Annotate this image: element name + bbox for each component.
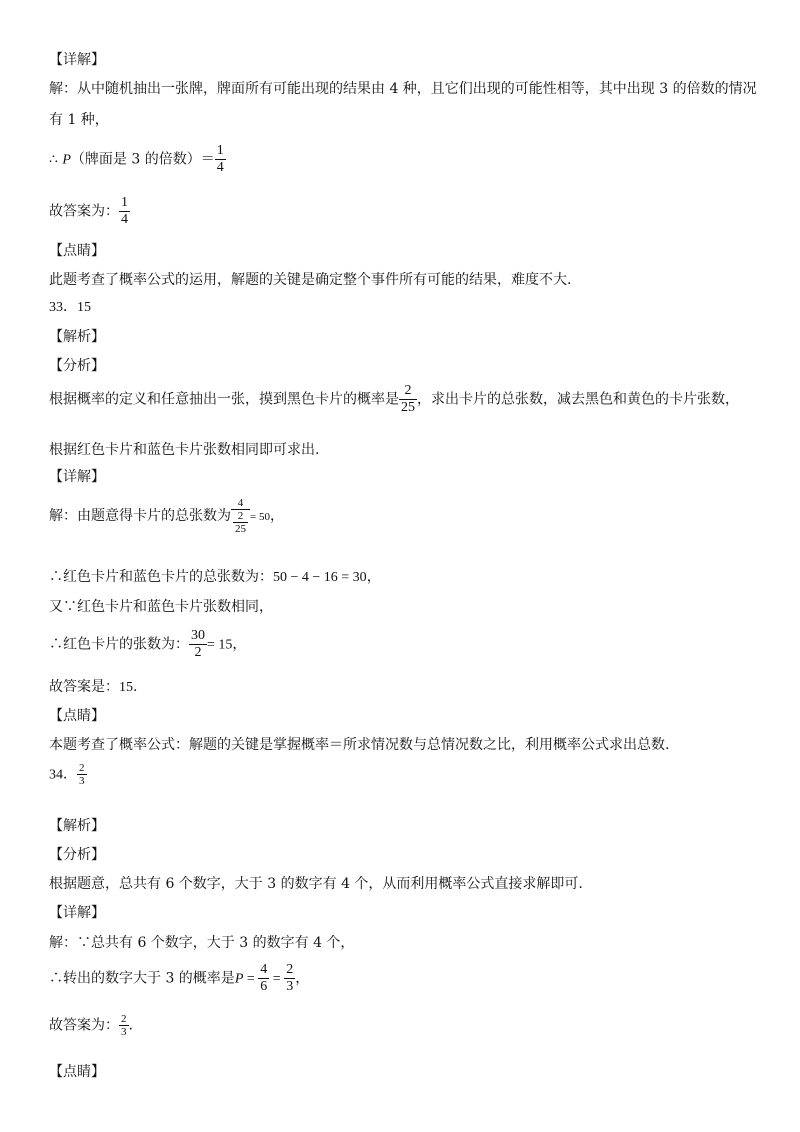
punctuation: . (128, 1017, 133, 1034)
answer-value: 15 (119, 680, 133, 695)
question-title: 33．15 (49, 300, 91, 315)
analysis-line: 根据题意，总共有 6 个数字，大于 3 的数字有 4 个，从而利用概率公式直接求解即可. (49, 876, 583, 892)
answer-line (49, 195, 130, 228)
math-expression: 50 − 4 − 16 = 30 (273, 570, 367, 585)
punctuation: . (133, 679, 138, 695)
punctuation: ， (366, 569, 381, 585)
analyze-header: 【分析】 (49, 358, 105, 374)
denominator: 6 (260, 979, 268, 994)
answer-label: 故答案是： (49, 679, 119, 695)
fraction (284, 962, 295, 995)
therefore-symbol: ∴ (49, 151, 63, 168)
denominator: 25 (401, 400, 415, 415)
equals-sign: = (243, 971, 259, 987)
detail-text: 红色卡片的张数为： (63, 636, 189, 653)
analysis-header: 【解析】 (49, 329, 105, 345)
numerator: 2 (399, 383, 417, 400)
denominator: 3 (121, 1026, 127, 1038)
event-text: （牌面是 3 的倍数）＝ (70, 151, 215, 168)
detail-text: ∴红色卡片和蓝色卡片的总张数为： (49, 569, 273, 585)
answer-line (49, 677, 137, 698)
detail-text: 解：由题意得卡片的总张数为 (49, 508, 231, 524)
numerator: 2 (286, 962, 294, 977)
inner-numerator: 2 (233, 510, 248, 523)
detail-header: 【详解】 (49, 905, 105, 921)
detail-line: 又∵红色卡片和蓝色卡片张数相同， (49, 599, 273, 615)
analysis-line: 根据红色卡片和蓝色卡片张数相同即可求出. (49, 442, 320, 458)
comment-text: 此题考查了概率公式的运用，解题的关键是确定整个事件所有可能的结果，难度不大. (49, 272, 572, 288)
detail-header: 【详解】 (49, 52, 105, 68)
denominator: 3 (79, 775, 85, 787)
solution-line: 解：从中随机抽出一张牌，牌面所有可能出现的结果由 4 种，且它们出现的可能性相等，其中出现 3 的倍数的情况 (49, 81, 757, 97)
detail-header: 【详解】 (49, 469, 105, 485)
fraction (119, 195, 130, 228)
equals-result: = 15 (207, 637, 233, 653)
probability-line (49, 143, 226, 176)
comment-header: 【点睛】 (49, 243, 105, 259)
fraction (215, 143, 226, 176)
punctuation: ， (295, 970, 310, 987)
detail-line (49, 497, 284, 535)
inner-denominator: 25 (235, 523, 246, 535)
numerator: 30 (191, 628, 205, 643)
question-number: 34． (49, 767, 77, 783)
punctuation: ， (269, 508, 284, 524)
compound-fraction (231, 497, 250, 535)
comment-header: 【点睛】 (49, 708, 105, 724)
fraction (119, 1013, 129, 1038)
numerator: 2 (79, 762, 85, 774)
comment-text: 本题考查了概率公式：解题的关键是掌握概率＝所求情况数与总情况数之比，利用概率公式求出总数. (49, 737, 670, 753)
inner-fraction (233, 510, 248, 535)
numerator: 4 (231, 497, 250, 510)
fraction (77, 762, 87, 787)
fraction (258, 962, 269, 995)
detail-line (49, 962, 309, 995)
detail-line: 解：∵总共有 6 个数字，大于 3 的数字有 4 个， (49, 935, 355, 951)
analysis-text: 根据概率的定义和任意抽出一张，摸到黑色卡片的概率是 (49, 391, 399, 408)
question-title (49, 762, 87, 787)
denominator: 3 (286, 979, 294, 994)
numerator: 1 (216, 143, 224, 158)
denominator: 4 (216, 160, 224, 175)
denominator: 4 (121, 212, 128, 227)
analyze-header: 【分析】 (49, 847, 105, 863)
denominator: 2 (194, 645, 202, 660)
numerator: 2 (121, 1013, 127, 1025)
equals-result: = 50 (250, 511, 270, 523)
detail-text: ∴转出的数字大于 3 的概率是 (49, 970, 235, 987)
fraction (189, 628, 207, 661)
answer-label: 故答案为： (49, 1017, 119, 1034)
comment-header: 【点睛】 (49, 1064, 105, 1080)
punctuation: ， (232, 636, 247, 653)
analysis-line (49, 383, 739, 416)
therefore-symbol: ∴ (49, 636, 63, 653)
detail-line (49, 567, 381, 588)
equals-sign: = (269, 971, 285, 987)
solution-line: 有 1 种， (49, 112, 109, 128)
denominator (231, 510, 250, 535)
detail-line (49, 628, 246, 661)
p-symbol: P (234, 971, 244, 987)
answer-line (49, 1013, 133, 1038)
p-symbol: P (62, 152, 71, 168)
analysis-text: ，求出卡片的总张数，减去黑色和黄色的卡片张数， (417, 391, 739, 408)
answer-label: 故答案为： (49, 203, 119, 220)
numerator: 1 (121, 195, 128, 210)
numerator: 4 (260, 962, 268, 977)
fraction (399, 383, 417, 416)
analysis-header: 【解析】 (49, 818, 105, 834)
